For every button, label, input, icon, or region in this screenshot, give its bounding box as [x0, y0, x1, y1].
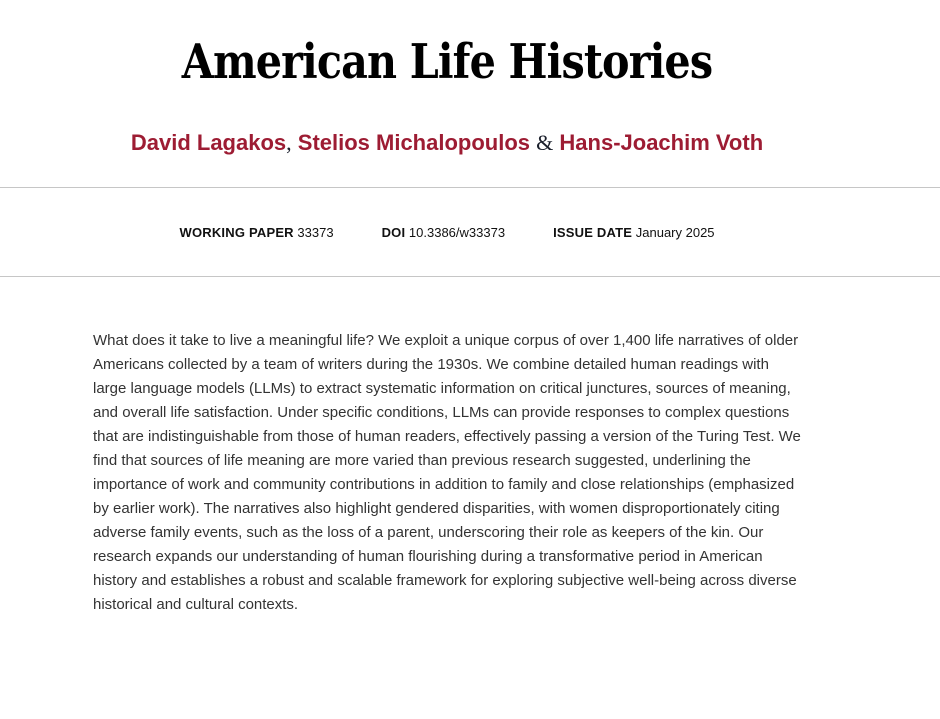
issue-date-label: ISSUE DATE [553, 224, 633, 240]
doi [382, 225, 506, 240]
paper-header [93, 36, 801, 158]
author-link-hans-joachim-voth[interactable]: Hans-Joachim Voth [559, 130, 764, 155]
author-link-david-lagakos[interactable]: David Lagakos [130, 130, 287, 155]
paper-meta-bar [0, 187, 940, 277]
issue-date-value: January 2025 [635, 224, 715, 240]
doi-label: DOI [381, 224, 406, 240]
page-title: American Life Histories [181, 34, 713, 90]
abstract-text: What does it take to live a meaningful life? We exploit a unique corpus of over 1,400 life narratives of older Americans collected by a team of writers during the 1930s. We combine detailed human readings with large language models (LLMs) to extract systematic information on critical junctures, sources of meaning, and overall life satisfaction. Under specific conditions, LLMs can provide responses to complex questions that are indistinguishable from those of human readers, effectively passing a version of the Turing Test. We find that sources of life meaning are more varied than previous research suggested, underlining the importance of work and community contributions in addition to family and close relationships (emphasized by earlier work). The narratives also highlight gendered disparities, with women disproportionately citing adverse family events, such as the loss of a parent, underscoring their role as keepers of the kin. Our research expands our understanding of human flourishing during a transformative period in American history and establishes a robust and scalable framework for exploring subjective well-being across diverse historical and cultural contexts. [93, 332, 801, 613]
working-paper-number [179, 225, 333, 240]
working-paper-value: 33373 [297, 224, 334, 240]
paper-meta-items [93, 225, 801, 240]
doi-value: 10.3386/w33373 [408, 224, 506, 240]
working-paper-label: WORKING PAPER [179, 224, 294, 240]
issue-date [553, 225, 714, 240]
author-separator-comma: , [286, 130, 292, 155]
author-separator-ampersand: & [536, 130, 554, 155]
author-link-stelios-michalopoulos[interactable]: Stelios Michalopoulos [297, 130, 531, 155]
authors-line [115, 127, 780, 158]
